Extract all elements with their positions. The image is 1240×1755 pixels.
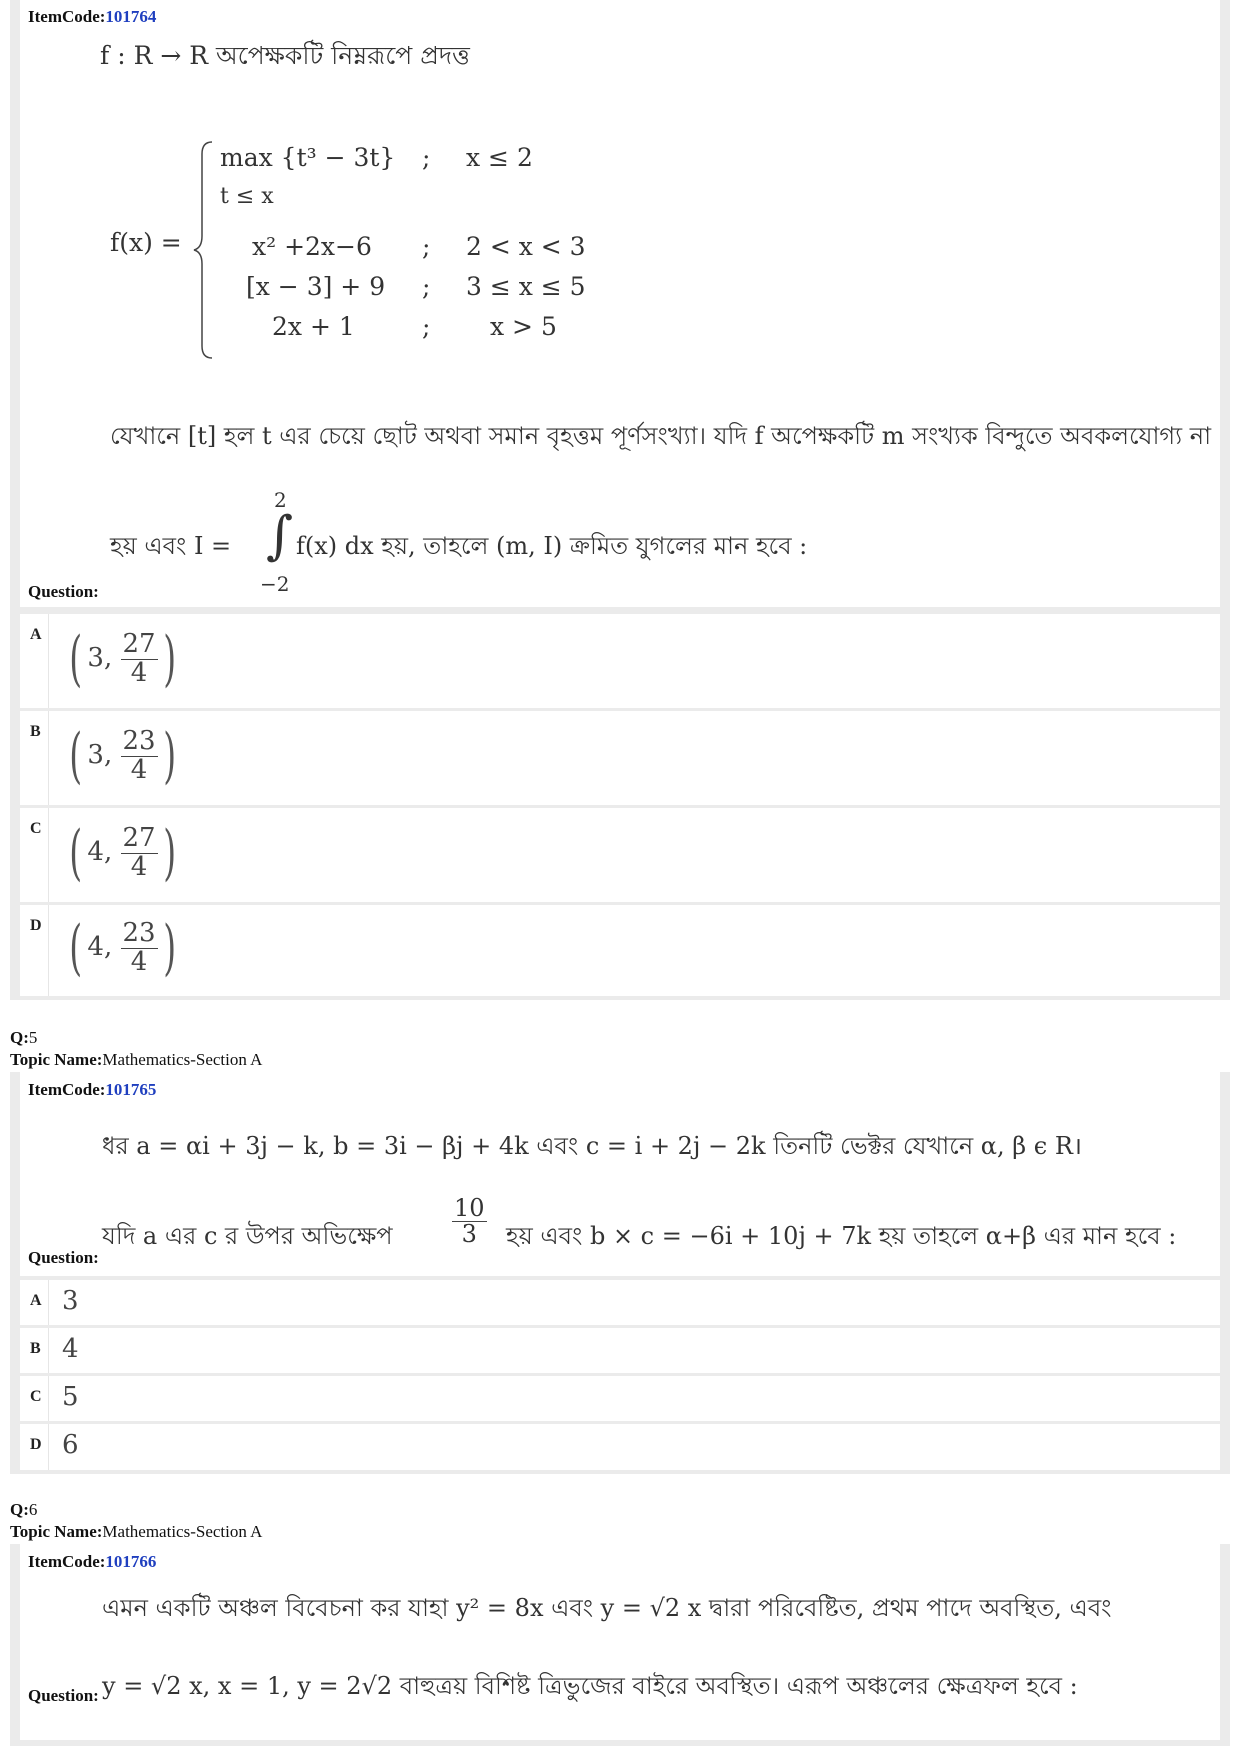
fx-label: f(x) = [110, 228, 182, 257]
stem-line-2: y = √2 x, x = 1, y = 2√2 বাহুত্রয় বিশিষ্ট ত্রিভুজের বাইরে অবস্থিত। এরূপ অঞ্চলের ক্ষেত্রফল হবে : [102, 1672, 1078, 1700]
item-code-line: ItemCode:101765 [28, 1080, 157, 1099]
option-letter: C [30, 1388, 42, 1405]
stem-line-2-pre: হয় এবং I = [110, 532, 232, 560]
option-d[interactable] [20, 1424, 1220, 1470]
option-letter: B [30, 723, 41, 740]
question-5-number: Q:5 [10, 1028, 38, 1047]
question-label: Question: [28, 582, 99, 601]
semicolon-2: ; [422, 232, 431, 261]
case1-expression: max {t³ − 3t} [220, 143, 396, 172]
option-b[interactable] [20, 711, 1220, 805]
semicolon-4: ; [422, 312, 431, 341]
option-b[interactable] [20, 1328, 1220, 1373]
case3-expression: [x − 3] + 9 [246, 272, 386, 301]
case1-subscript: t ≤ x [220, 184, 274, 209]
question-5-block [10, 1072, 1230, 1474]
option-d[interactable] [20, 905, 1220, 996]
question-6-stem [20, 1544, 1220, 1740]
option-value: ( 4, $\frac{27}{4}$ ) [69, 818, 176, 888]
option-value: ( 3, $\frac{27}{4}$ ) [69, 624, 176, 694]
option-c[interactable] [20, 1376, 1220, 1421]
function-intro: f : R → R অপেক্ষকটি নিম্নরূপে প্রদত্ত [100, 41, 470, 70]
case1-condition: x ≤ 2 [466, 143, 533, 172]
left-brace [190, 140, 220, 360]
question-4-block [10, 0, 1230, 1000]
question-label: Question: [28, 1248, 99, 1267]
case4-condition: x > 5 [490, 312, 557, 341]
case2-expression: x² +2x−6 [252, 232, 372, 261]
option-letter: D [30, 917, 42, 934]
semicolon-3: ; [422, 272, 431, 301]
option-letter: B [30, 1340, 41, 1357]
option-c[interactable] [20, 808, 1220, 902]
option-value: ( 3, $\frac{23}{4}$ ) [69, 721, 176, 791]
stem-line-1: যেখানে [t] হল t এর চেয়ে ছোট অথবা সমান বৃহত্তম পূর্ণসংখ্যা। যদি f অপেক্ষকটি m সংখ্যক বিন্দুতে অবকলযোগ্য না [110, 422, 1212, 450]
item-code: 101764 [105, 7, 157, 26]
case3-condition: 3 ≤ x ≤ 5 [466, 272, 586, 301]
item-code: 101766 [105, 1552, 157, 1571]
question-5-stem [20, 1072, 1220, 1276]
option-a[interactable] [20, 614, 1220, 708]
option-letter: A [30, 1292, 42, 1309]
projection-fraction: $\frac{10}{3}$ [454, 1194, 485, 1249]
integral-lower-limit: −2 [260, 572, 290, 596]
case4-expression: 2x + 1 [272, 312, 355, 341]
case2-condition: 2 < x < 3 [466, 232, 586, 261]
option-letter: A [30, 626, 42, 643]
stem-line-2-pre: যদি a এর c র উপর অভিক্ষেপ [102, 1222, 393, 1250]
question-6-block [10, 1544, 1230, 1746]
option-value: 3 [62, 1286, 79, 1316]
question-6-topic: Topic Name:Mathematics-Section A [10, 1522, 263, 1541]
option-value: 6 [62, 1430, 79, 1460]
item-code-line: ItemCode:101766 [28, 1552, 157, 1571]
item-code: 101765 [105, 1080, 157, 1099]
stem-line-2-post: f(x) dx হয়, তাহলে (m, I) ক্রমিত যুগলের মান হবে : [296, 532, 808, 560]
option-letter: D [30, 1436, 42, 1453]
semicolon-1: ; [422, 143, 431, 172]
question-label: Question: [28, 1686, 99, 1705]
question-4-stem [20, 0, 1220, 607]
stem-line-2-post: হয় এবং b × c = −6i + 10j + 7k হয় তাহলে α+β এর মান হবে : [506, 1222, 1177, 1250]
option-value: 4 [62, 1334, 79, 1364]
stem-line-1: এমন একটি অঞ্চল বিবেচনা কর যাহা y² = 8x এবং y = √2 x দ্বারা পরিবেষ্টিত, প্রথম পাদে অবস্থিত, এবং [102, 1594, 1112, 1622]
integral-upper-limit: 2 [274, 488, 287, 512]
option-value: ( 4, $\frac{23}{4}$ ) [69, 913, 176, 983]
stem-line-1: ধর a = αi + 3j − k, b = 3i − βj + 4k এবং c = i + 2j − 2k তিনটি ভেক্টর যেখানে α, β ϵ R। [102, 1132, 1082, 1160]
option-a[interactable] [20, 1280, 1220, 1325]
integral-sign: ∫ [266, 506, 294, 566]
question-6-number: Q:6 [10, 1500, 38, 1519]
question-5-topic: Topic Name:Mathematics-Section A [10, 1050, 263, 1069]
item-code-line: ItemCode:101764 [28, 7, 157, 26]
option-value: 5 [62, 1382, 79, 1412]
option-letter: C [30, 820, 42, 837]
